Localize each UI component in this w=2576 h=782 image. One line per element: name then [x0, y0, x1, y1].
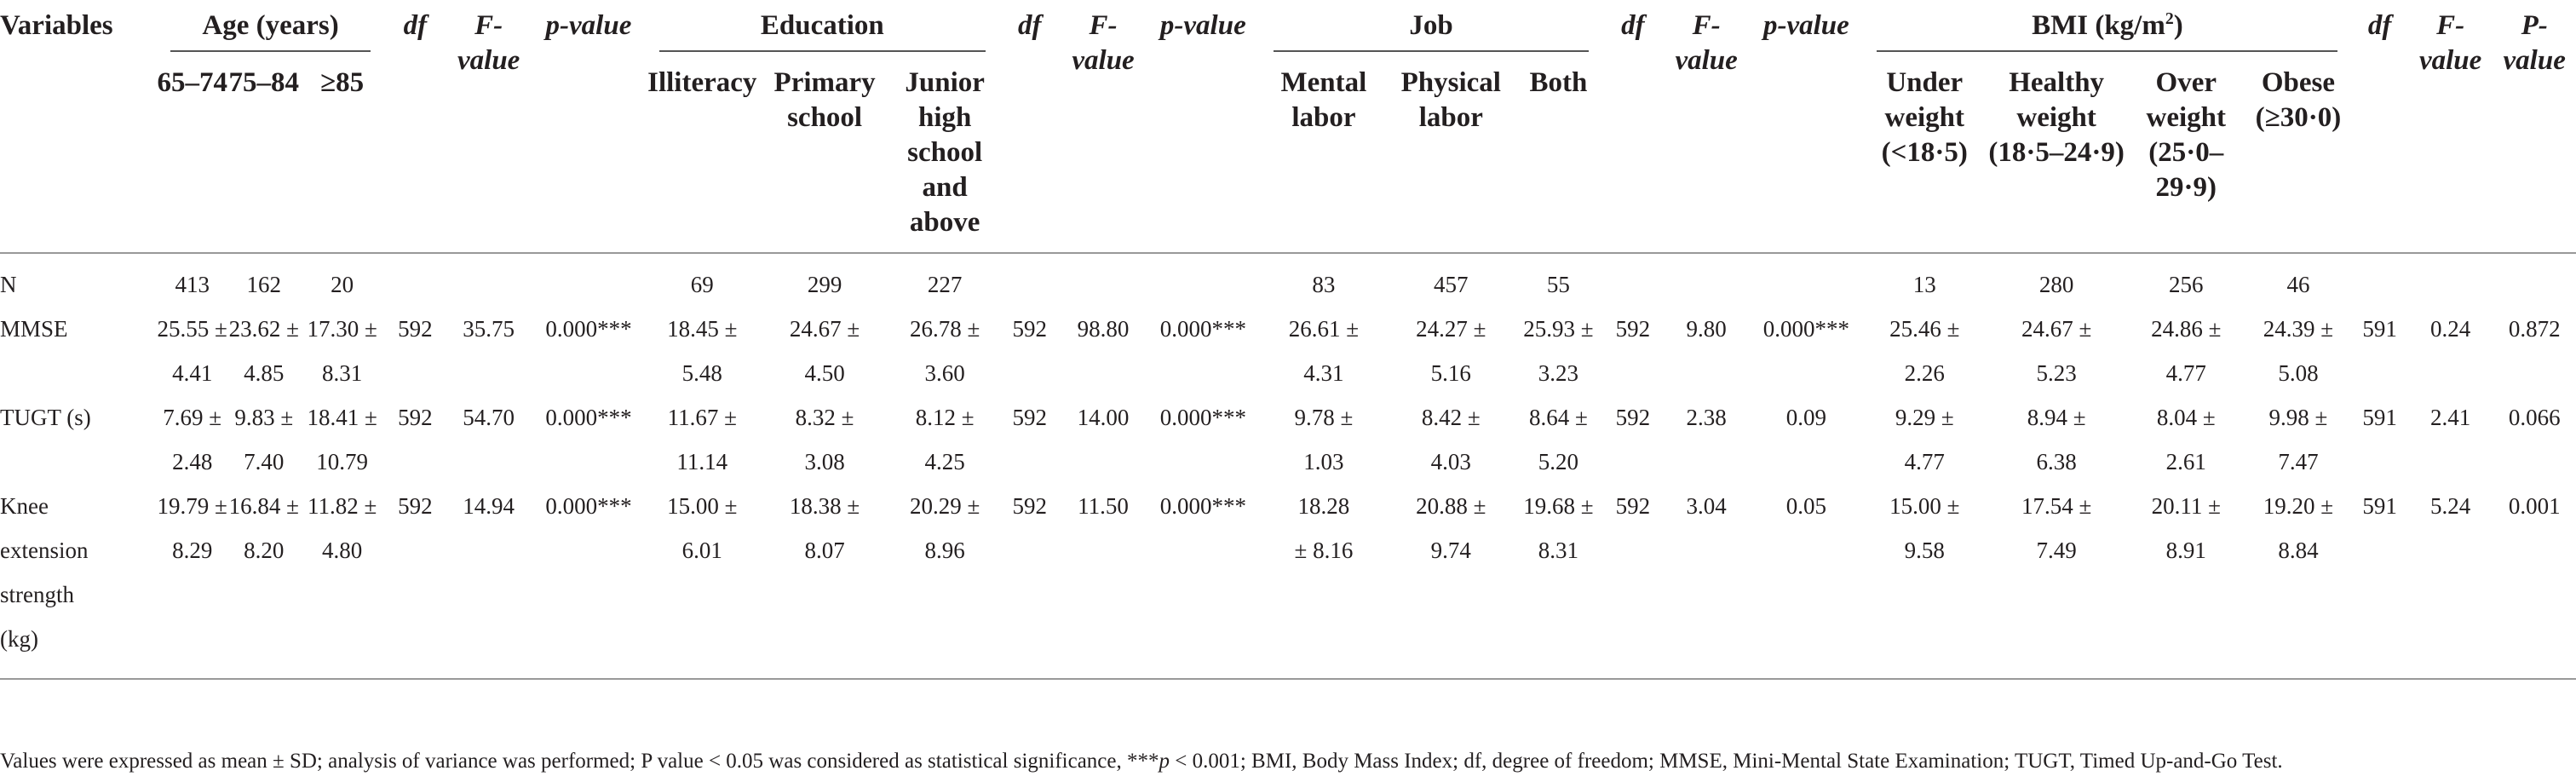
value-cell: 299 — [807, 272, 842, 297]
value-cell: 24.67 ± 4.50 — [789, 316, 860, 386]
stat-cell: 0.24 — [2429, 316, 2471, 342]
stat-cell: 0.05 — [1785, 493, 1827, 519]
value-cell: 20 — [331, 272, 354, 297]
header-f-edu: F-value — [1072, 10, 1135, 76]
table-body — [0, 253, 2576, 679]
value-cell: 11.82 ± 4.80 — [307, 493, 377, 563]
stat-cell: 0.000*** — [1159, 493, 1246, 519]
value-cell: 46 — [2286, 272, 2310, 297]
value-cell: 8.64 ± 5.20 — [1529, 405, 1588, 474]
stat-cell: 592 — [1012, 316, 1047, 342]
stat-cell — [532, 253, 646, 307]
header-age-group: Age (years) — [157, 9, 385, 57]
value-cell: 413 — [175, 272, 210, 297]
row-label: TUGT (s) — [0, 405, 91, 430]
value-cell: 8.32 ± 3.08 — [795, 405, 854, 474]
stat-cell — [1602, 253, 1664, 307]
header-bmi-col: Obese (≥30·0) — [2255, 67, 2342, 133]
stat-cell: 592 — [398, 316, 433, 342]
stat-cell — [2408, 253, 2493, 307]
header-df-job: df — [1621, 10, 1645, 41]
value-cell: 9.78 ± 1.03 — [1294, 405, 1354, 474]
value-cell: 15.00 ± 9.58 — [1889, 493, 1960, 563]
stat-cell: 98.80 — [1077, 316, 1130, 342]
stat-cell: 0.000*** — [545, 493, 632, 519]
stat-cell: 3.04 — [1686, 493, 1727, 519]
stat-cell: 14.94 — [463, 493, 515, 519]
value-cell: 55 — [1546, 272, 1570, 297]
value-cell: 19.20 ± 8.84 — [2263, 493, 2334, 563]
stat-cell: 11.50 — [1078, 493, 1129, 519]
stat-cell: 592 — [1615, 316, 1651, 342]
stat-cell: 0.000*** — [545, 316, 632, 342]
row-label: MMSE — [0, 316, 68, 342]
stat-cell — [2493, 253, 2576, 307]
stat-cell: 9.80 — [1686, 316, 1727, 342]
header-f-bmi: F-value — [2418, 10, 2482, 76]
header-df-bmi: df — [2367, 10, 2392, 41]
header-p-edu: p-value — [1159, 10, 1246, 41]
value-cell: 24.27 ± 5.16 — [1416, 316, 1486, 386]
stat-cell: 592 — [1012, 405, 1047, 430]
stat-cell — [1061, 253, 1147, 307]
header-age-col: ≥85 — [320, 67, 365, 98]
value-cell: 20.88 ± 9.74 — [1416, 493, 1486, 563]
value-cell: 17.30 ± 8.31 — [307, 316, 377, 386]
header-age-col: 75–84 — [228, 67, 300, 98]
header-f-age: F-value — [457, 10, 520, 76]
stat-cell — [2351, 253, 2407, 307]
header-bmi-col: Under weight (<18·5) — [1881, 67, 1968, 168]
value-cell: 11.67 ± 11.14 — [667, 405, 737, 474]
value-cell: 18.41 ± 10.79 — [307, 405, 377, 474]
header-education-col: Junior high school and above — [905, 67, 985, 238]
stat-cell: 35.75 — [463, 316, 515, 342]
value-cell: 25.55 ± 4.41 — [157, 316, 227, 386]
value-cell: 256 — [2169, 272, 2204, 297]
stat-cell: 591 — [2362, 316, 2397, 342]
header-job-group: Job — [1260, 9, 1602, 57]
table-row — [0, 484, 2576, 679]
stat-cell: 592 — [1615, 405, 1651, 430]
stat-cell — [999, 253, 1061, 307]
stat-cell: 5.24 — [2429, 493, 2471, 519]
stat-cell: 0.000*** — [545, 405, 632, 430]
header-p-bmi: P-value — [2503, 10, 2566, 76]
row-label: Knee extension strength (kg) — [0, 493, 89, 652]
stat-cell: 0.000*** — [1762, 316, 1850, 342]
value-cell: 16.84 ± 8.20 — [228, 493, 299, 563]
header-job-col: Both — [1529, 67, 1588, 98]
header-bmi-col: Healthy weight (18·5–24·9) — [1988, 67, 2125, 168]
value-cell: 26.78 ± 3.60 — [910, 316, 980, 386]
value-cell: 23.62 ± 4.85 — [228, 316, 299, 386]
value-cell: 25.46 ± 2.26 — [1889, 316, 1960, 386]
value-cell: 13 — [1912, 272, 1936, 297]
value-cell: 17.54 ± 7.49 — [2021, 493, 2092, 563]
value-cell: 162 — [246, 272, 282, 297]
value-cell: 8.42 ± 4.03 — [1421, 405, 1481, 474]
table-footnote: Values were expressed as mean ± SD; analysis of variance was performed; P value < 0.05 was considered as statistical significance, ***p < 0.001; BMI, Body Mass Index; df, degree of freedom; MMSE, Mini-Mental State Examination; TUGT, Timed Up-and-Go Test. — [0, 750, 2283, 773]
value-cell: 280 — [2038, 272, 2074, 297]
value-cell: 83 — [1312, 272, 1336, 297]
value-cell: 9.83 ± 7.40 — [234, 405, 294, 474]
value-cell: 457 — [1434, 272, 1469, 297]
table-row — [0, 395, 2576, 484]
value-cell: 19.68 ± 8.31 — [1523, 493, 1594, 563]
header-education-col: Primary school — [773, 67, 876, 133]
stat-cell: 592 — [1012, 493, 1047, 519]
value-cell: 8.94 ± 6.38 — [2027, 405, 2086, 474]
row-label: N — [0, 272, 17, 297]
header-education-group: Education — [646, 9, 999, 57]
stat-cell — [384, 253, 446, 307]
stat-cell: 0.066 — [2508, 405, 2561, 430]
anova-table — [0, 9, 2576, 680]
stat-cell: 0.001 — [2508, 493, 2561, 519]
header-bmi-col: Over weight (25·0–29·9) — [2146, 67, 2227, 203]
value-cell: 15.00 ± 6.01 — [667, 493, 738, 563]
stat-cell: 0.872 — [2508, 316, 2561, 342]
value-cell: 8.04 ± 2.61 — [2156, 405, 2216, 474]
value-cell: 24.86 ± 4.77 — [2151, 316, 2222, 386]
value-cell: 18.45 ± 5.48 — [667, 316, 738, 386]
header-f-job: F-value — [1675, 10, 1738, 76]
value-cell: 227 — [927, 272, 963, 297]
table-row — [0, 307, 2576, 395]
value-cell: 8.12 ± 4.25 — [915, 405, 975, 474]
stat-cell: 2.38 — [1686, 405, 1727, 430]
stat-cell — [1664, 253, 1750, 307]
header-df-edu: df — [1018, 10, 1042, 41]
value-cell: 69 — [690, 272, 714, 297]
table-row — [0, 253, 2576, 307]
stat-cell: 591 — [2362, 405, 2397, 430]
header-age-col: 65–74 — [157, 67, 227, 98]
header-p-job: p-value — [1763, 10, 1849, 41]
stat-cell: 0.000*** — [1159, 405, 1246, 430]
header-education-col: Illiteracy — [647, 67, 757, 98]
value-cell: 25.93 ± 3.23 — [1523, 316, 1594, 386]
value-cell: 20.11 ± 8.91 — [2151, 493, 2221, 563]
stat-cell: 2.41 — [2429, 405, 2471, 430]
value-cell: 26.61 ± 4.31 — [1288, 316, 1360, 386]
value-cell: 18.28 ± 8.16 — [1294, 493, 1354, 563]
header-p-age: p-value — [545, 10, 632, 41]
stat-cell — [1749, 253, 1863, 307]
header-job-col: Mental labor — [1280, 67, 1367, 133]
header-df-age: df — [403, 10, 428, 41]
stat-cell: 592 — [1615, 493, 1651, 519]
value-cell: 9.98 ± 7.47 — [2268, 405, 2328, 474]
stat-cell: 0.000*** — [1159, 316, 1246, 342]
stat-cell: 592 — [398, 493, 433, 519]
header-bmi-group: BMI $(kg/m^2)$ — [1863, 9, 2351, 57]
value-cell: 24.39 ± 5.08 — [2263, 316, 2334, 386]
value-cell: 20.29 ± 8.96 — [910, 493, 980, 563]
stat-cell — [1146, 253, 1260, 307]
stat-cell — [446, 253, 532, 307]
stat-cell: 54.70 — [463, 405, 515, 430]
stat-cell: 592 — [398, 405, 433, 430]
value-cell: 9.29 ± 4.77 — [1895, 405, 1954, 474]
header-row-groups — [0, 9, 2576, 57]
value-cell: 19.79 ± 8.29 — [157, 493, 227, 563]
stat-cell: 591 — [2362, 493, 2397, 519]
header-job-col: Physical labor — [1400, 67, 1501, 133]
stat-cell: 14.00 — [1077, 405, 1130, 430]
value-cell: 7.69 ± 2.48 — [163, 405, 222, 474]
stat-cell: 0.09 — [1785, 405, 1827, 430]
header-variables: Variables — [0, 10, 113, 41]
value-cell: 18.38 ± 8.07 — [789, 493, 860, 563]
value-cell: 24.67 ± 5.23 — [2021, 316, 2092, 386]
